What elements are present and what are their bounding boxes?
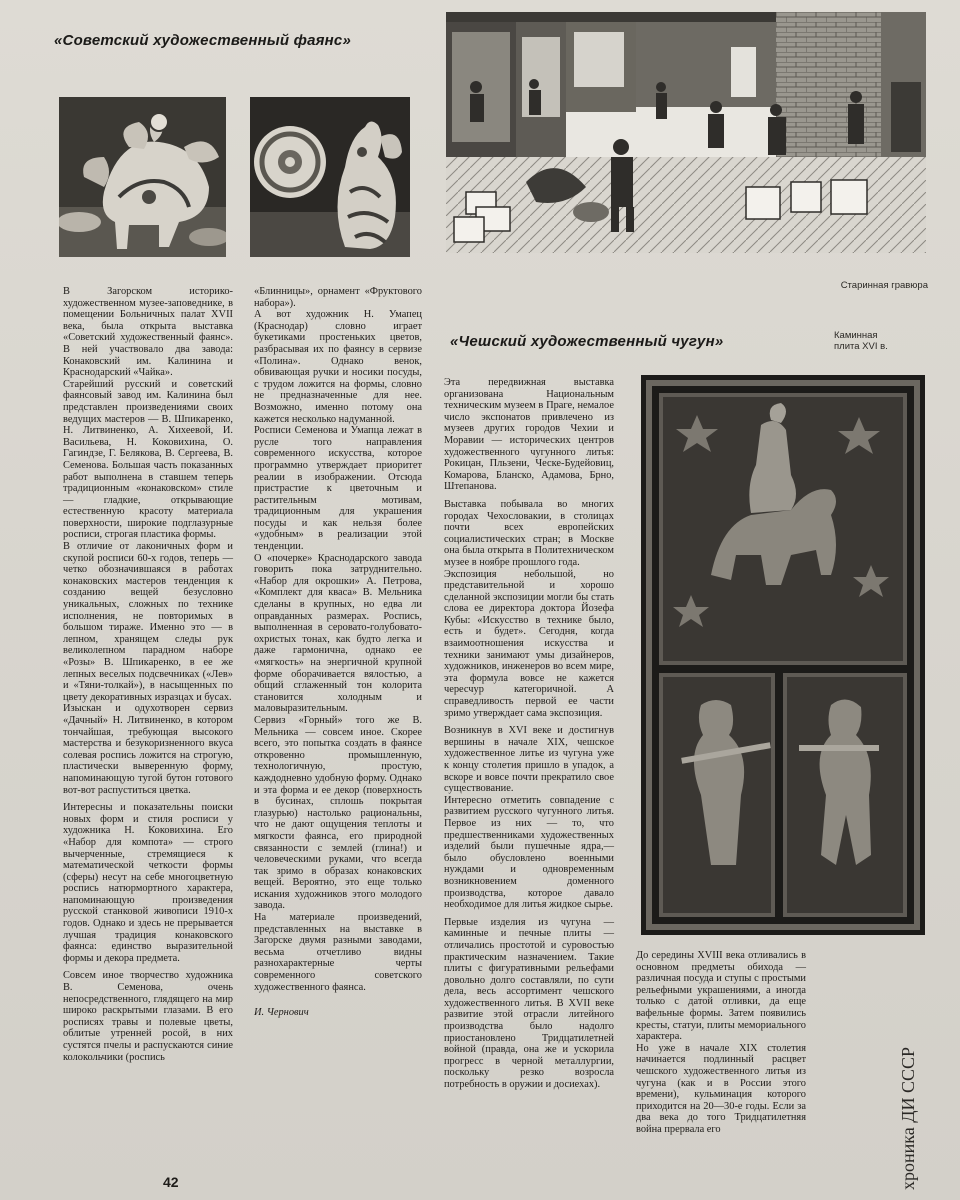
text-column-4 [636,950,806,1136]
photo-old-engraving-foundry [446,12,926,253]
paragraph: Но уже в начале XIX столетия начинается подлинный расцвет чешского художественного литья из чугуна (как и в России этого времени), кульминация которого приходится на 20—30-е годы. Если за два века до того Тридцатилетняя война прервала его [636,1042,806,1135]
section-heading-cast-iron: «Чешский художественный чугун» [450,333,724,350]
paragraph: Первые изделия из чугуна — каминные и печные плиты — отличались простотой и суровостью практическим назначением. Такие плиты с фигуративными рельефами довольно долго составляли, по сути дела, весь ассортимент чешского художественного литья. В XVII веке развитие этой отрасли литейного производства было надолго приостановлено Тридцатилетней войной (правда, она же и ускорила прогресс в черной металлургии, поскольку резко возросла потребность в оружии и досиехах). [444,916,614,1091]
photo-faience-plate-and-jug [250,97,410,257]
page-number: 42 [163,1174,179,1190]
photo-fireplace-plate [641,375,925,935]
text-column-1 [63,286,233,1063]
rubric-text: хроника ДИ СССР [898,1046,918,1190]
paragraph: На материале произведений, представленных на выставке в Загорске двумя разными заводами, весьма отчетливо видны разнохарактерные черты современного советского художественного фаянса. [254,912,422,993]
paragraph: «Блинницы», орнамент «Фруктового набора»). [254,286,422,309]
paragraph: Интересны и показательны поиски новых форм и стиля росписи у художника Н. Коковихина. Его «Набор для компота» — строго вычерченные, стремящиеся к математической четкости формы (сферы) несут на себе многоцветную роспись натюрмортного характера, напоминающую произведения русской станковой живописи 1910-х годов. Однако и здесь не прерывается лучшая традиция конаковского фаянса: единство выразительной формы и декора предмета. [63,802,233,964]
paragraph: До середины XVIII века отливались в основном предметы обихода — различная посуда и ступы с простыми рельефными украшениями, а иногда только с датой отливки, да еще вафельные формы. Затем появились кресты, статуи, плиты мемориального характера. [636,950,806,1043]
photo-faience-ram-figure [59,97,226,257]
paragraph: Сервиз «Горный» того же В. Мельника — совсем иное. Скорее всего, это попытка создать в фаянсе откровенно промышленную, технологичную, простую, каждодневно удобную форму. Однако и эта форма и ее декор (поверхность в бусинах, сплошь покрытая глазурью) настолько рациональны, что не дают ощущения теплоты и мягкости фаянса, его природной связанности с землей (глина!) и человеческими руками, что всегда так зримо в образах конаковских вещей. Вероятно, это еще только искания художников этого молодого завода. [254,714,422,912]
text-column-3 [444,377,614,1091]
paragraph: А вот художник Н. Умапец (Краснодар) словно играет букетиками простеньких цветов, разбрасывая их по фаянсу в сервизе «Полина». Однако венок, обвивающая ручки и носики посуды, с трудом ложится на формы, словно не предназначенные для нее. Возможно, именно потому она кажется несколько надуманной. [254,309,422,425]
paragraph: Старейший русский и советский фаянсовый завод им. Калинина был представлен произведениями своих ведущих мастеров — В. Шпикаренко, Н. Литвиненко, А. Хихеевой, И. Васильева, Н. Коковихина, О. Гагиндзе, Г. Белякова, В. Сергеева, В. Семенова. Большая часть показанных работ выполнена в ставшем теперь традиционным «конаковском» стиле — гладкие, открывающие естественную красоту материала поверхности, широкие подглазурные росписи, строгая пластика формы. [63,378,233,541]
author-signature: И. Чернович [254,1007,309,1019]
section-heading-faience: «Советский художественный фаянс» [54,32,351,49]
caption-engraving: Старинная гравюра [840,280,928,291]
paragraph: В Загорском историко-художественном музее-заповеднике, в помещении Больничных палат XVII века, была открыта выставка «Советский художественный фаянс». В ней участвовало два завода: Конаковский им. Калинина и Краснодарский «Чайка». [63,286,233,379]
paragraph: Выставка побывала во многих городах Чехословакии, в столицах почти всех европейских социалистических стран; в Москве она была открыта в Политехническом музее в ноябре прошлого года. [444,498,614,568]
paragraph: О «почерке» Краснодарского завода говорить пока затруднительно. «Набор для окрошки» А. Петрова, «Комплект для кваса» В. Мельника сделаны в крупных, но едва ли оправданных размерах. Роспись, выполненная в серовато-голубовато-охристых тонах, как будто легка и даже гармонична, однако ее «мягкость» на энергичной крупной форме оборачивается вялостью, а общий сглаженный тон колорита становится холодным и маловыразительным. [254,552,422,715]
caption-fireplace-plate: Каминная плита XVI в. [834,330,888,352]
paragraph: Возникнув в XVI веке и достигнув вершины в начале XIX, чешское художественное литье из чугуна уже к концу столетия пришло в упадок, а вскоре и вовсе почти прекратило свое существование. [444,725,614,795]
paragraph: В отличие от лаконичных форм и скупой росписи 60-х годов, теперь — четко обозначившаяся в работах конаковских мастеров тенденция к созданию вещей безусловно уникальных, сложных по технике исполнения, не повторимых в большом тираже. Именно это — в лепном, хранящем следы рук великолепном парадном наборе «Розы» В. Шпикаренко, в ее же лепных веселых подсвечниках («Лев» и «Тяни-толкай»), в насыщенных по цвету декоративных изразцах и бусах. [63,541,233,703]
paragraph: Изыскан и одухотворен сервиз «Дачный» Н. Литвиненко, в котором тончайшая, требующая высокого мастерства и безукоризненного вкуса солевая роспись ложится на строгую, пластически выверенную форму, напоминающую тугой бутон готового вот-вот распуститься цветка. [63,703,233,796]
paragraph: Эта передвижная выставка организована Национальным техническим музеем в Праге, немалое число экспонатов привлечено из музеев других городов Чехии и Моравии — исторических центров художественного чугунного литья: Рокицан, Пльзени, Ческе-Будейовиц, Комарова, Бланско, Адамова, Брно, Штепанова. [444,377,614,493]
paragraph: Экспозиция небольшой, но представительной и хорошо сделанной экспозиции могли бы стать слова ее директора доктора Йозефа Кубы: «Искусство в технике было, есть и будет». Сегодня, когда взаимоотношения искусства и техники занимают умы дизайнеров, художников, инженеров во всем мире, эта формула вовсе не кажется чересчур категоричной. А справедливость первой ее части зримо утверждает сама экспозиция. [444,568,614,719]
paragraph: Совсем иное творчество художника В. Семенова, очень непосредственного, глядящего на мир широко раскрытыми глазами. В его росписях травы и полевые цветы, облитые утренней росой, в них сустятся пчелы и распускаются синие колокольчики (роспись [63,970,233,1063]
paragraph: Интересно отметить совпадение с развитием русского чугунного литья. Первое из них — то, что предшественниками художественных изделий были пушечные ядра,— было обусловлено военными нуждами и одновременным возникновением доменного производства, которое давало необходимое для литья жидкое сырье. [444,794,614,911]
paragraph: Росписи Семенова и Умапца лежат в русле того направления современного искусства, которое программно утверждает приоритет реалии в изображении. Отсюда пристрастие к цветочным и растительным мотивам, традиционным для украшения посуды и как нельзя более «удобным» в реализации этой тенденции. [254,425,422,553]
text-column-2 [254,286,422,1019]
rubric-vertical [896,1010,920,1190]
